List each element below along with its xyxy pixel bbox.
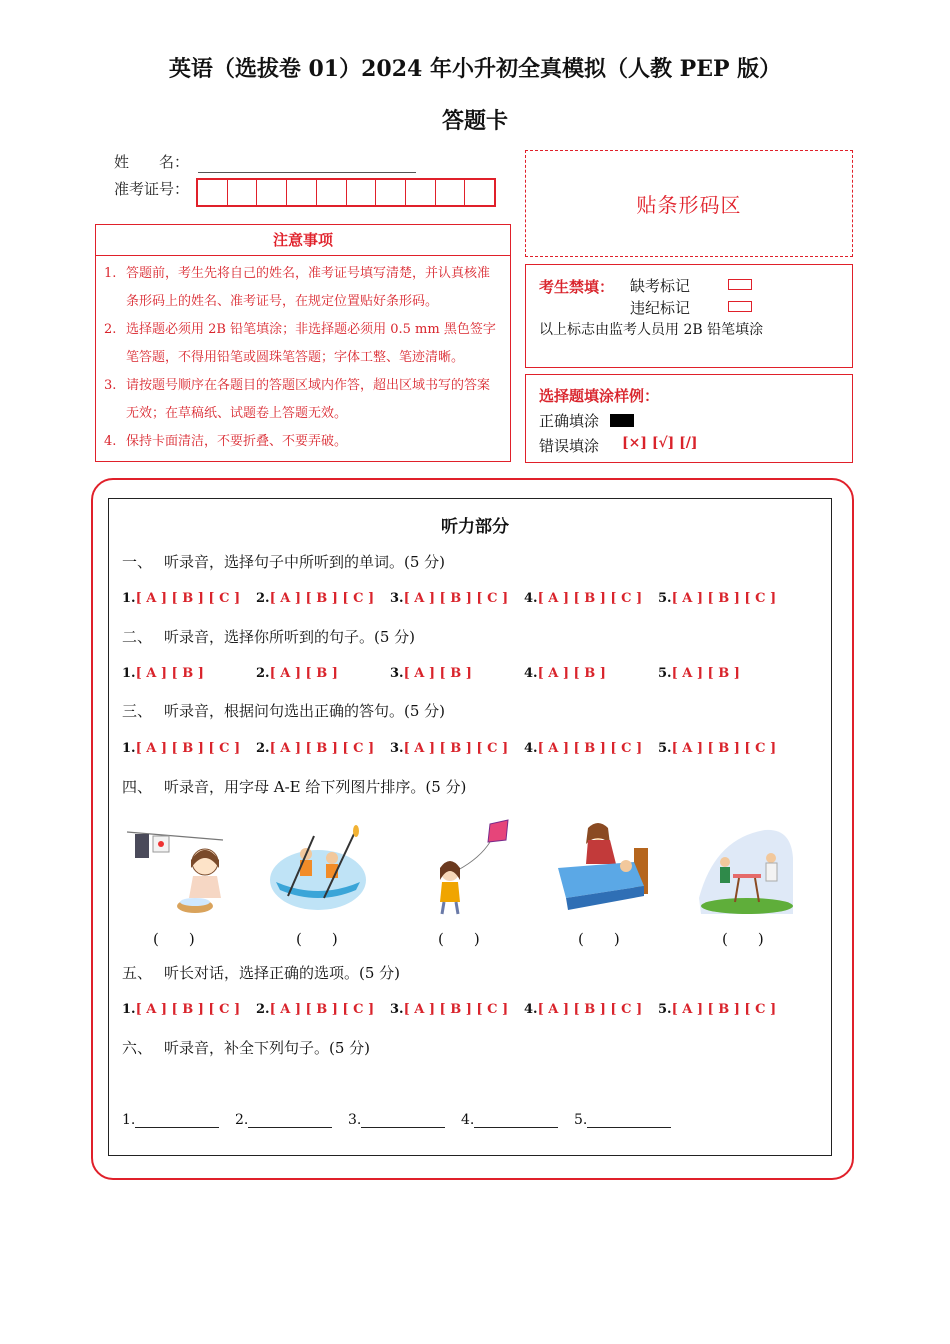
correct-label: 正确填涂 <box>539 412 600 430</box>
answer-item[interactable]: 4.[ A ] [ B ] <box>524 666 606 681</box>
order-blank[interactable]: ( ) <box>296 930 338 948</box>
answer-blank[interactable]: 3. <box>348 1112 461 1128</box>
answer-blank[interactable]: 2. <box>235 1112 348 1128</box>
filled-mark-icon <box>610 414 634 427</box>
question-3-options <box>122 741 802 756</box>
rowing-picture-icon <box>268 818 368 918</box>
name-label: 姓 名： <box>114 153 190 171</box>
answer-item[interactable]: 5.[ A ] [ B ] <box>658 666 740 681</box>
notice-item: 3. 请按题号顺序在各题目的答题区域内作答，超出区域书写的答案无效；在草稿纸、试题卷上答题无效。 <box>104 378 491 421</box>
wrong-marks: [×] [√] [/] <box>622 435 698 451</box>
forbid-title: 考生禁填： <box>539 278 615 296</box>
question-5-options <box>122 1002 802 1017</box>
absent-mark-box[interactable] <box>728 279 752 290</box>
laundry-picture-icon <box>125 818 225 918</box>
name-field[interactable] <box>198 172 416 173</box>
answer-item[interactable]: 5.[ A ] [ B ] [ C ] <box>658 1002 777 1017</box>
question-4-title: 四、 听录音，用字母 A-E 给下列图片排序。(5 分) <box>122 778 467 796</box>
question-2-options <box>122 666 802 681</box>
page-subtitle: 答题卡 <box>441 108 508 134</box>
question-2-title: 二、 听录音，选择你所听到的句子。(5 分) <box>122 628 416 646</box>
notice-item: 1. 答题前，考生先将自己的姓名，准考证号填写清楚，并认真核准条形码上的姓名、准考证号，在规定位置贴好条形码。 <box>104 266 491 309</box>
id-label: 准考证号： <box>114 180 190 198</box>
kite-picture-icon <box>430 818 530 918</box>
answer-item[interactable]: 2.[ A ] [ B ] [ C ] <box>256 1002 375 1017</box>
section-title: 听力部分 <box>441 517 509 537</box>
question-6-title: 六、 听录音，补全下列句子。(5 分) <box>122 1039 371 1057</box>
question-1-title: 一、 听录音，选择句子中所听到的单词。(5 分) <box>122 553 446 571</box>
answer-item[interactable]: 3.[ A ] [ B ] [ C ] <box>390 741 509 756</box>
notice-item: 2. 选择题必须用 2B 铅笔填涂；非选择题必须用 0.5 mm 黑色签字笔答题，不得用铅笔或圆珠笔答题；字体工整、笔迹清晰。 <box>104 322 496 365</box>
barcode-area: 贴条形码区 <box>525 150 853 257</box>
notice-panel <box>95 224 511 462</box>
answer-blank[interactable]: 1. <box>122 1112 235 1128</box>
answer-item[interactable]: 4.[ A ] [ B ] [ C ] <box>524 591 643 606</box>
violation-mark-label: 违纪标记 <box>630 299 691 317</box>
answer-item[interactable]: 4.[ A ] [ B ] [ C ] <box>524 741 643 756</box>
question-5-title: 五、 听长对话，选择正确的选项。(5 分) <box>122 964 401 982</box>
fill-blanks <box>122 1112 687 1128</box>
order-blank[interactable]: ( ) <box>722 930 764 948</box>
answer-item[interactable]: 3.[ A ] [ B ] [ C ] <box>390 591 509 606</box>
answer-item[interactable]: 2.[ A ] [ B ] <box>256 666 338 681</box>
answer-item[interactable]: 3.[ A ] [ B ] <box>390 666 472 681</box>
answer-item[interactable]: 1.[ A ] [ B ] [ C ] <box>122 741 241 756</box>
violation-mark-box[interactable] <box>728 301 752 312</box>
answer-item[interactable]: 2.[ A ] [ B ] [ C ] <box>256 591 375 606</box>
answer-blank[interactable]: 4. <box>461 1112 574 1128</box>
exam-id-boxes[interactable] <box>196 178 496 207</box>
picnic-picture-icon <box>695 818 795 918</box>
order-blank[interactable]: ( ) <box>438 930 480 948</box>
answer-item[interactable]: 4.[ A ] [ B ] [ C ] <box>524 1002 643 1017</box>
notice-item: 4. 保持卡面清洁，不要折叠、不要弄破。 <box>104 434 348 449</box>
answer-item[interactable]: 3.[ A ] [ B ] [ C ] <box>390 1002 509 1017</box>
sample-panel <box>525 374 853 463</box>
notice-heading: 注意事项 <box>96 225 510 256</box>
order-blank[interactable]: ( ) <box>578 930 620 948</box>
bed-picture-icon <box>552 818 652 918</box>
answer-item[interactable]: 1.[ A ] [ B ] [ C ] <box>122 591 241 606</box>
order-blank[interactable]: ( ) <box>153 930 195 948</box>
answer-blank[interactable]: 5. <box>574 1112 687 1128</box>
wrong-label: 错误填涂 <box>539 437 600 455</box>
answer-item[interactable]: 1.[ A ] [ B ] <box>122 666 204 681</box>
page-title: 英语（选拔卷 01）2024 年小升初全真模拟（人教 PEP 版） <box>168 56 782 82</box>
answer-item[interactable]: 5.[ A ] [ B ] [ C ] <box>658 591 777 606</box>
question-1-options <box>122 591 802 606</box>
question-3-title: 三、 听录音，根据问句选出正确的答句。(5 分) <box>122 702 446 720</box>
sample-title: 选择题填涂样例： <box>539 387 660 405</box>
absent-mark-label: 缺考标记 <box>630 277 691 295</box>
forbid-note: 以上标志由监考人员用 2B 铅笔填涂 <box>539 322 764 338</box>
answer-item[interactable]: 1.[ A ] [ B ] [ C ] <box>122 1002 241 1017</box>
forbid-panel <box>525 264 853 368</box>
answer-item[interactable]: 2.[ A ] [ B ] [ C ] <box>256 741 375 756</box>
answer-item[interactable]: 5.[ A ] [ B ] [ C ] <box>658 741 777 756</box>
